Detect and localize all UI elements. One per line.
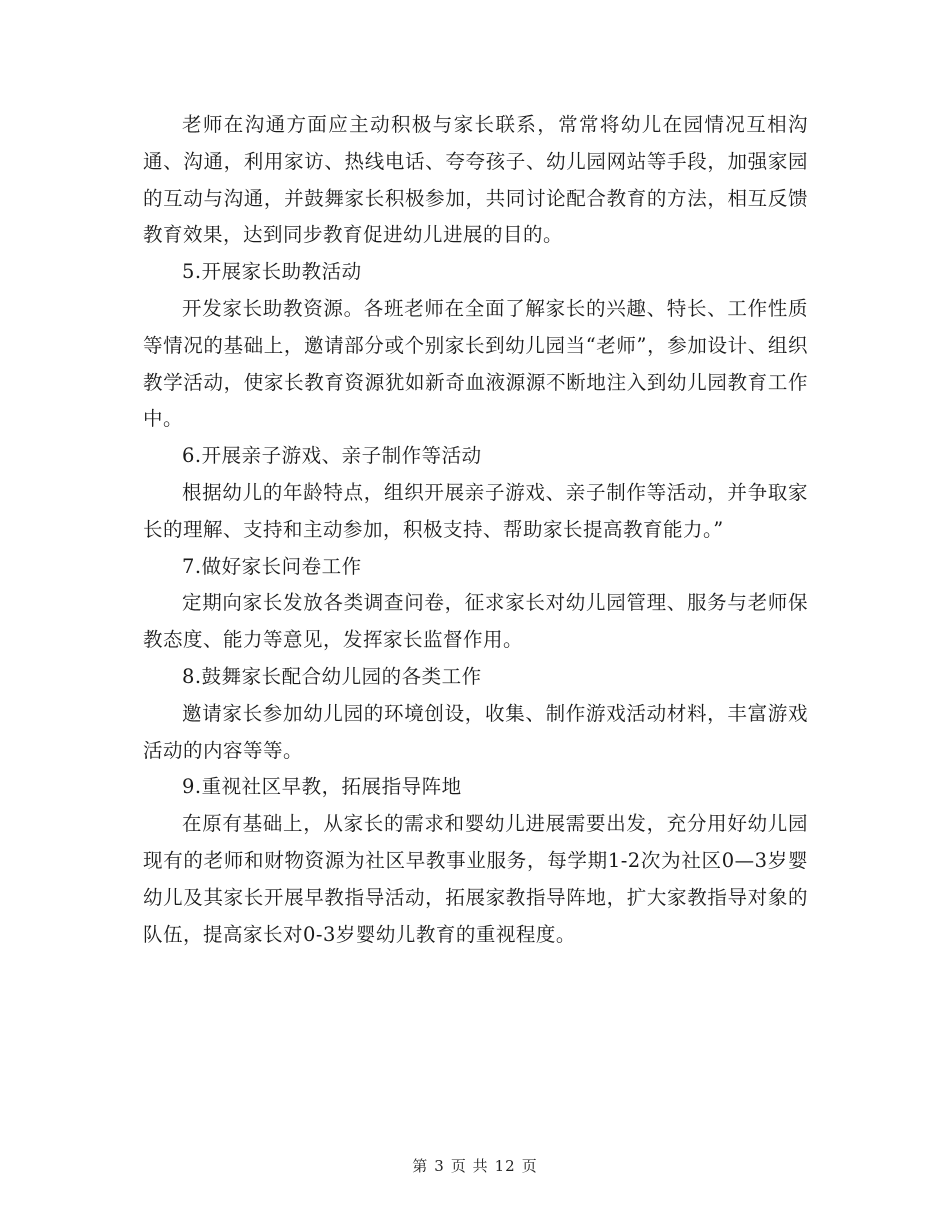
section-heading: 8.鼓舞家长配合幼儿园的各类工作 <box>182 664 482 688</box>
section-heading: 7.做好家长问卷工作 <box>182 554 362 578</box>
section-heading: 6.开展亲子游戏、亲子制作等活动 <box>182 444 482 468</box>
page-footer <box>0 1155 950 1176</box>
section-heading: 9.重视社区早教，拓展指导阵地 <box>182 775 462 799</box>
section-heading: 5.开展家长助教活动 <box>182 260 362 284</box>
footer-middle: 页 共 <box>450 1157 489 1175</box>
paragraph: 定期向家长发放各类调查问卷，征求家长对幼儿园管理、服务与老师保教态度、能力等意见，发挥家长监督作用。 <box>143 591 808 652</box>
page-number: 3 <box>434 1157 445 1175</box>
paragraph: 开发家长助教资源。各班老师在全面了解家长的兴趣、特长、工作性质等情况的基础上，邀请部分或个别家长到幼儿园当“老师”，参加设计、组织教学活动，使家长教育资源犹如新奇血液源源不断地注入到幼儿园教育工作中。 <box>143 296 808 431</box>
footer-suffix: 页 <box>521 1157 538 1175</box>
footer-prefix: 第 <box>412 1157 429 1175</box>
document-body <box>143 107 808 953</box>
paragraph: 邀请家长参加幼儿园的环境创设，收集、制作游戏活动材料，丰富游戏活动的内容等等。 <box>143 701 808 762</box>
paragraph: 老师在沟通方面应主动积极与家长联系，常常将幼儿在园情况互相沟通、沟通，利用家访、热线电话、夸夸孩子、幼儿园网站等手段，加强家园的互动与沟通，并鼓舞家长积极参加，共同讨论配合教育的方法，相互反馈教育效果，达到同步教育促进幼儿进展的目的。 <box>143 113 808 247</box>
paragraph: 在原有基础上，从家长的需求和婴幼儿进展需要出发，充分用好幼儿园现有的老师和财物资源为社区早教事业服务，每学期1-2次为社区0—3岁婴幼儿及其家长开展早教指导活动，拓展家教指导阵地，扩大家教指导对象的队伍，提高家长对0-3岁婴幼儿教育的重视程度。 <box>143 812 808 946</box>
total-pages: 12 <box>494 1157 516 1175</box>
paragraph: 根据幼儿的年龄特点，组织开展亲子游戏、亲子制作等活动，并争取家长的理解、支持和主动参加，积极支持、帮助家长提高教育能力。” <box>143 480 808 541</box>
